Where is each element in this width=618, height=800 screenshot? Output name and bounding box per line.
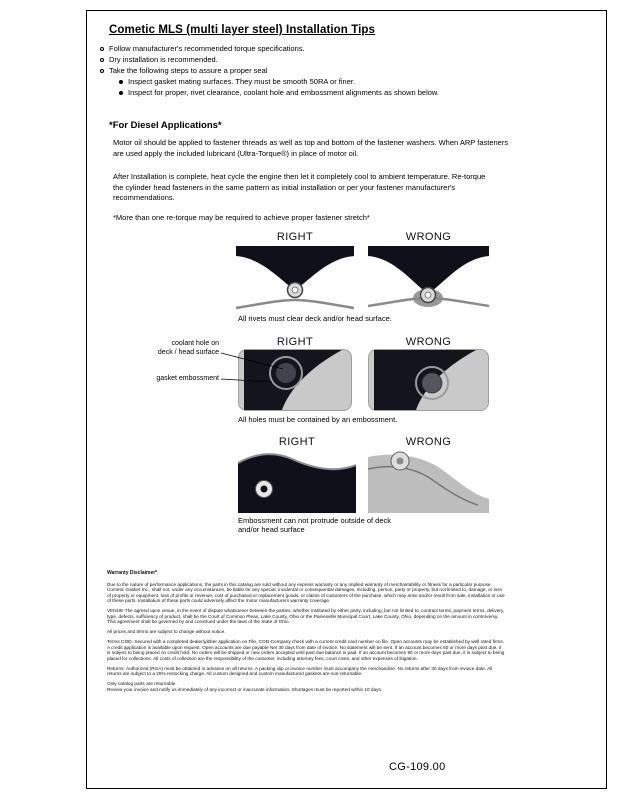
list-item bbox=[100, 43, 439, 54]
retorque-note: *More than one re-torque may be required to achieve proper fastener stretch* bbox=[113, 213, 370, 222]
row3-right-label: RIGHT bbox=[278, 436, 316, 448]
row3-wrong-label: WRONG bbox=[405, 436, 452, 448]
row2-caption: All holes must be contained by an embossment. bbox=[238, 415, 398, 424]
legal-paragraph-venue: VENUE-The agreed upon venue, in the event of dispute whatsoever between the parties, whether instituted by either party, including, but not limited to, contract terms, payment terms, delivery, type, defects, sufficiency of product, shall be the Court of Common Pleas, Lake County, Ohio or the Painesville Municipal Court, Lake County, Ohio, depending on the amount in controversy. bbox=[107, 608, 505, 619]
list-item bbox=[119, 87, 439, 98]
list-item-text: Take the following steps to assure a proper seal bbox=[109, 66, 268, 75]
legal-section bbox=[107, 571, 505, 697]
list-item-text: Inspect for proper, rivet clearance, coolant hole and embossment alignments as shown below. bbox=[128, 88, 440, 97]
diesel-paragraph-2: After Installation is complete, heat cycle the engine then let it completely cool to ambient temperature. Re-torque the cylinder head fasteners in the same pattern as initial installation or per your fastener manufacturer's recommendations. bbox=[113, 172, 486, 202]
list-item bbox=[100, 65, 439, 76]
gasket-embossment-label: gasket embossment bbox=[156, 375, 219, 382]
embossment-contained-right-illustration bbox=[238, 349, 352, 411]
list-item bbox=[100, 54, 439, 65]
legal-paragraph-returns: Returns- Authorized (RGA) must be obtained in advance on all returns. A packing slip or invoice number must accompany the merchandise. No returns after 30 days from invoice date. All returns are subject to a 25% restocking charge. All custom designed and custom manufactured gaskets are non-returnable. bbox=[107, 665, 493, 676]
diagram-section bbox=[87, 226, 608, 556]
coolant-hole-label-line2: deck / head surface bbox=[157, 348, 219, 356]
embossment-contained-wrong-illustration bbox=[368, 349, 489, 411]
diesel-paragraph-1: Motor oil should be applied to fastener threads as well as top and bottom of the fastener washers. When ARP fasteners are used apply the included lubricant (Ultra-Torque®) in place of motor oil. bbox=[113, 138, 509, 158]
legal-paragraph-review: Review your invoice and notify us immediately of any incorrect or inaccurate information. Shortages must be reported within 10 days. bbox=[107, 686, 383, 692]
list-item bbox=[119, 76, 439, 87]
page-frame bbox=[86, 10, 607, 789]
legal-paragraph-ohio: This agreement shall be governed by and construed under the laws of the State of Ohio. bbox=[107, 619, 290, 624]
bullet-circle-icon bbox=[100, 69, 104, 73]
bullet-dot-icon bbox=[119, 91, 123, 95]
row1-wrong-label: WRONG bbox=[405, 231, 452, 243]
bullet-circle-icon bbox=[100, 58, 104, 62]
list-item-text: Inspect gasket mating surfaces. They must be smooth 50RA or finer. bbox=[128, 77, 356, 86]
rivet-clearance-wrong-illustration bbox=[368, 246, 489, 311]
row2-wrong-label: WRONG bbox=[405, 336, 452, 348]
legal-paragraph-prices: All prices and terms are subject to change without notice. bbox=[107, 629, 226, 634]
row3-caption: Embossment can not protrude outside of deck and/or head surface bbox=[238, 516, 392, 534]
list-item-text: Dry installation is recommended. bbox=[109, 55, 218, 64]
coolant-hole-label-line1: coolant hole on bbox=[171, 340, 219, 347]
tips-list bbox=[100, 43, 439, 98]
row1-caption: All rivets must clear deck and/or head surface. bbox=[238, 314, 392, 323]
page-code: CG-109.00 bbox=[389, 761, 446, 773]
bullet-circle-icon bbox=[100, 47, 104, 51]
warranty-disclaimer-heading: Warranty Disclaimer* bbox=[107, 570, 158, 576]
legal-paragraph-catalog: Only catalog parts are returnable. bbox=[107, 681, 177, 686]
bullet-dot-icon bbox=[119, 80, 123, 84]
row2-right-label: RIGHT bbox=[276, 336, 314, 348]
embossment-protrusion-right-illustration bbox=[238, 449, 356, 513]
embossment-protrusion-wrong-illustration bbox=[368, 449, 489, 513]
page-title: Cometic MLS (multi layer steel) Installation Tips bbox=[109, 24, 376, 36]
diesel-heading: *For Diesel Applications* bbox=[109, 120, 222, 131]
list-item-text: Follow manufacturer's recommended torque specifications. bbox=[109, 44, 305, 53]
legal-paragraph-terms: Terms COD- Secured with a completed dealer/jobber application on File, COD-Company check with a current credit card number on file. Open accounts may be established by well rated firms. A credit application is available upon request. Open accounts are due payable Net 30 days from date of invoice. No statement will be sent. If an account becomes 60 or more days past due, it is subject to being placed on credit hold. No orders will be shipped or new orders accepted until past due balance is paid. If an account becomes 90 or more days past due, it is subject to being placed for collections. All costs of collection are the responsibility of the customer, including attorney fees, court costs, and other expenses of litigation. bbox=[107, 639, 505, 661]
rivet-clearance-right-illustration bbox=[236, 246, 354, 311]
legal-paragraph-warranty: Due to the nature of performance applications, the parts in this catalog are sold without any express warranty or any implied warranty of merchantability or fitness for a particular purpose. Cometic Gasket Inc., shall not, under any circumstances, be liable for any special, incidental or consequential damages, including, person, party or property, but not limited to, damage, or loss of property or equipment, loss of profits or revenue, cost of purchased or replacement goods, or claims of customers of the purchase, which may arise and/or result from sale, installation or use of these parts. Installation of these parts could adversely affect the motor manufacturers warranty coverage. bbox=[107, 581, 505, 603]
coolant-hole-label bbox=[107, 340, 219, 357]
row1-right-label: RIGHT bbox=[276, 231, 314, 243]
